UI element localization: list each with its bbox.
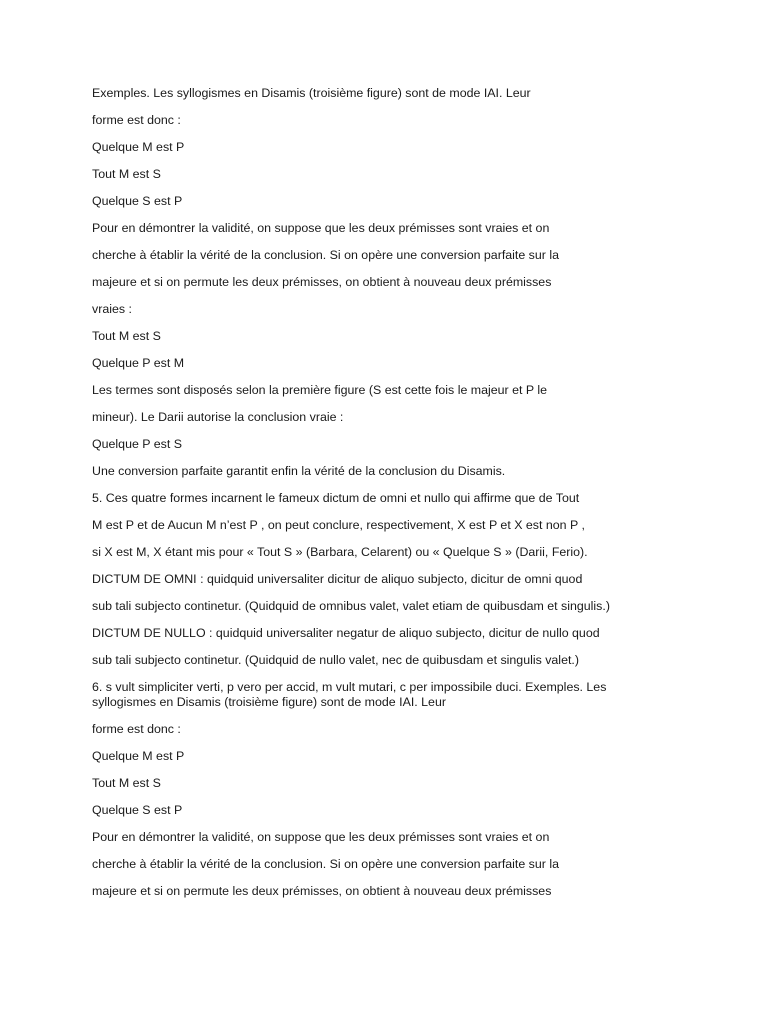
paragraph: Quelque M est P xyxy=(92,749,185,763)
paragraph: majeure et si on permute les deux prémisses, on obtient à nouveau deux prémisses xyxy=(92,884,552,898)
paragraph: mineur). Le Darii autorise la conclusion vraie : xyxy=(92,410,344,424)
paragraph: si X est M, X étant mis pour « Tout S » (Barbara, Celarent) ou « Quelque S » (Darii, Ferio). xyxy=(92,545,588,559)
paragraph: DICTUM DE NULLO : quidquid universaliter negatur de aliquo subjecto, dicitur de nullo quod xyxy=(92,626,600,640)
paragraph: Tout M est S xyxy=(92,776,161,790)
paragraph: cherche à établir la vérité de la conclusion. Si on opère une conversion parfaite sur la xyxy=(92,857,559,871)
paragraph: Pour en démontrer la validité, on suppose que les deux prémisses sont vraies et on xyxy=(92,830,550,844)
paragraph: sub tali subjecto continetur. (Quidquid de omnibus valet, valet etiam de quibusdam et singulis.) xyxy=(92,599,610,613)
paragraph: M est P et de Aucun M n’est P , on peut conclure, respectivement, X est P et X est non P , xyxy=(92,518,585,532)
paragraph: Quelque S est P xyxy=(92,194,183,208)
paragraph: Exemples. Les syllogismes en Disamis (troisième figure) sont de mode IAI. Leur xyxy=(92,86,531,100)
paragraph: vraies : xyxy=(92,302,132,316)
paragraph: Quelque P est M xyxy=(92,356,185,370)
document-body xyxy=(92,86,672,911)
paragraph: Tout M est S xyxy=(92,329,161,343)
paragraph: sub tali subjecto continetur. (Quidquid de nullo valet, nec de quibusdam et singulis valet.) xyxy=(92,653,579,667)
paragraph: majeure et si on permute les deux prémisses, on obtient à nouveau deux prémisses xyxy=(92,275,552,289)
paragraph: forme est donc : xyxy=(92,113,181,127)
paragraph: forme est donc : xyxy=(92,722,181,736)
paragraph: 5. Ces quatre formes incarnent le fameux dictum de omni et nullo qui affirme que de Tout xyxy=(92,491,580,505)
paragraph: Quelque M est P xyxy=(92,140,185,154)
paragraph: Les termes sont disposés selon la première figure (S est cette fois le majeur et P le xyxy=(92,383,547,397)
paragraph: Tout M est S xyxy=(92,167,161,181)
paragraph: Une conversion parfaite garantit enfin la vérité de la conclusion du Disamis. xyxy=(92,464,506,478)
paragraph: DICTUM DE OMNI : quidquid universaliter dicitur de aliquo subjecto, dicitur de omni quod xyxy=(92,572,583,586)
paragraph: Quelque P est S xyxy=(92,437,183,451)
paragraph: cherche à établir la vérité de la conclusion. Si on opère une conversion parfaite sur la xyxy=(92,248,559,262)
paragraph: Quelque S est P xyxy=(92,803,183,817)
paragraph: Pour en démontrer la validité, on suppose que les deux prémisses sont vraies et on xyxy=(92,221,550,235)
paragraph: 6. s vult simpliciter verti, p vero per accid, m vult mutari, c per impossibile duci. Exemples. Les syllogismes en Disamis (troisième figure) sont de mode IAI. Leur xyxy=(92,680,607,709)
